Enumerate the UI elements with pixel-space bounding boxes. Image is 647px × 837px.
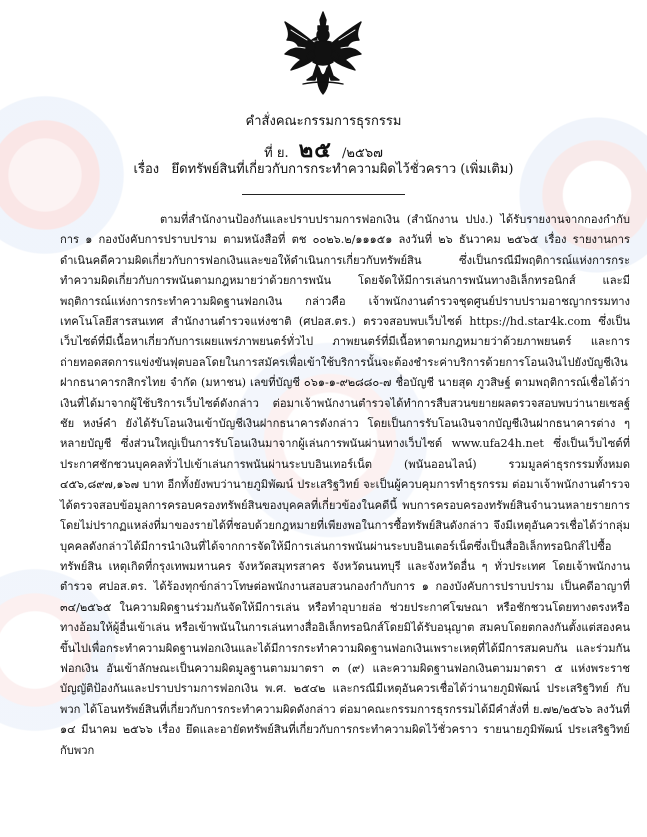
- subject-text: ยึดทรัพย์สินที่เกี่ยวกับการกระทำความผิดไว้ชั่วคราว (เพิ่มเติม): [171, 162, 514, 177]
- garuda-emblem-icon: [277, 10, 369, 98]
- order-year: /๒๕๖๗: [342, 146, 383, 161]
- body-paragraph: ตามที่สำนักงานป้องกันและปราบปรามการฟอกเงิน (สำนักงาน ปปง.) ได้รับรายงานจากกองกำกับการ ๑ กองบังคับการปราบปราม ตามหนังสือที่ ตช ๐๐๒๖.๒/๑๑๑๕๑ ลงวันที่ ๒๖ ธันวาคม ๒๕๖๕ เรื่อง รายงานการดำเนินคดีความผิดเกี่ยวกับการฟอกเงินและขอให้ดำเนินการเกี่ยวกับทรัพย์สิน ซึ่งเป็นกรณีมีพฤติการณ์แห่งการกระทำความผิดเกี่ยวกับการพนันตามกฎหมายว่าด้วยการพนัน โดยจัดให้มีการเล่นการพนันทางอิเล็กทรอนิกส์ และมีพฤติการณ์แห่งการกระทำความผิดฐานฟอกเงิน กล่าวคือ เจ้าพนักงานตำรวจชุดศูนย์ปราบปรามอาชญากรรมทางเทคโนโลยีสารสนเทศ สำนักงานตำรวจแห่งชาติ (ศปอส.ตร.) ตรวจสอบพบเว็บไซต์ https://hd.star4k.com ซึ่งเป็นเว็บไซต์ที่มีเนื้อหาเกี่ยวกับการเผยแพร่ภาพยนตร์ทั่วไป ภาพยนตร์ที่มีเนื้อหาตามกฎหมายว่าด้วยภาพยนตร์ และการถ่ายทอดสดการแข่งขันฟุตบอลโดยในการสมัครเพื่อเข้าใช้บริการนั้นจะต้องชำระค่าบริการด้วยการโอนเงินไปยังบัญชีเงินฝากธนาคารกสิกรไทย จำกัด (มหาชน) เลขที่บัญชี ๐๖๑-๑-๙๒๘๘๐-๗ ชื่อบัญชี นายสุด ภูวสิษฐ์ ตามพฤติการณ์เชื่อได้ว่าเงินที่ได้มาจากผู้ใช้บริการเว็บไซต์ดังกล่าว ต่อมาเจ้าพนักงานตำรวจได้ทำการสืบสวนขยายผลตรวจสอบพบว่านายเซลฐ์ชัย หงษ์คำ ยังได้รับโอนเงินเข้าบัญชีเงินฝากธนาคารดังกล่าว โดยเป็นการรับโอนเงินจากบัญชีเงินฝากธนาคารต่าง ๆ หลายบัญชี ซึ่งส่วนใหญ่เป็นการรับโอนเงินมาจากผู้เล่นการพนันผ่านทางเว็บไซต์ www.ufa24h.net ซึ่งเป็นเว็บไซต์ที่ประกาศชักชวนบุคคลทั่วไปเข้าเล่นการพนันผ่านระบบอินเทอร์เน็ต (พนันออนไลน์) รวมมูลค่าธุรกรรมทั้งหมด ๔๕๖,๘๙๗,๑๖๗ บาท อีกทั้งยังพบว่านายภูมิพัฒน์ ประเสริฐวิทย์ จะเป็นผู้ควบคุมการทำธุรกรรม ต่อมาเจ้าพนักงานตำรวจได้ตรวจสอบข้อมูลการครอบครองทรัพย์สินของบุคคลที่เกี่ยวข้องในคดีนี้ พบการครอบครองทรัพย์สินจำนวนหลายรายการ โดยไม่ปรากฏแหล่งที่มาของรายได้ที่ชอบด้วยกฎหมายที่เพียงพอในการซื้อทรัพย์สินดังกล่าว จึงมีเหตุอันควรเชื่อได้ว่ากลุ่มบุคคลดังกล่าวได้มีการนำเงินที่ได้จากการจัดให้มีการเล่นการพนันผ่านระบบอินเตอร์เน็ตซึ่งเป็นสื่ออิเล็กทรอนิกส์ไปซื้อทรัพย์สิน เหตุเกิดที่กรุงเทพมหานคร จังหวัดสมุทรสาคร จังหวัดนนทบุรี และจังหวัดอื่น ๆ ทั่วประเทศ โดยเจ้าพนักงานตำรวจ ศปอส.ตร. ได้ร้องทุกข์กล่าวโทษต่อพนักงานสอบสวนกองกำกับการ ๑ กองบังคับการปราบปราม เป็นคดีอาญาที่ ๓๔/๒๕๖๕ ในความผิดฐานร่วมกันจัดให้มีการเล่น หรือทำอุบายล่อ ช่วยประกาศโฆษณา หรือชักชวนโดยทางตรงหรือทางอ้อมให้ผู้อื่นเข้าเล่น หรือเข้าพนันในการเล่นทางสื่ออิเล็กทรอนิกส์โดยมิได้รับอนุญาต สมคบโดยตกลงกันตั้งแต่สองคนขึ้นไปเพื่อกระทำความผิดฐานฟอกเงินและได้มีการกระทำความผิดฐานฟอกเงินเพราะเหตุที่ได้มีการสมคบกัน และร่วมกันฟอกเงิน อันเข้าลักษณะเป็นความผิดมูลฐานตามมาตรา ๓ (๙) และความผิดฐานฟอกเงินตามมาตรา ๕ แห่งพระราชบัญญัติป้องกันและปราบปรามการฟอกเงิน พ.ศ. ๒๕๔๒ และกรณีมีเหตุอันควรเชื่อได้ว่านายภูมิพัฒน์ ประเสริฐวิทย์ กับพวก ได้โอนทรัพย์สินที่เกี่ยวกับการกระทำความผิดดังกล่าว ต่อมาคณะกรรมการธุรกรรมได้มีคำสั่งที่ ย.๗๒/๒๕๖๖ ลงวันที่ ๑๔ มีนาคม ๒๕๖๖ เรื่อง ยึดและอายัดทรัพย์สินที่เกี่ยวกับการกระทำความผิดไว้ชั่วคราว รายนายภูมิพัฒน์ ประเสริฐวิทย์ กับพวก: [60, 213, 630, 757]
- subject-label: เรื่อง: [133, 162, 160, 177]
- divider: [242, 194, 405, 195]
- order-number: ๒๕: [298, 137, 332, 163]
- document-body: [60, 210, 630, 761]
- document-title: คำสั่งคณะกรรมการธุรกรรม: [245, 114, 402, 129]
- document-subject: [0, 158, 647, 179]
- number-prefix: ที่ ย.: [264, 146, 289, 161]
